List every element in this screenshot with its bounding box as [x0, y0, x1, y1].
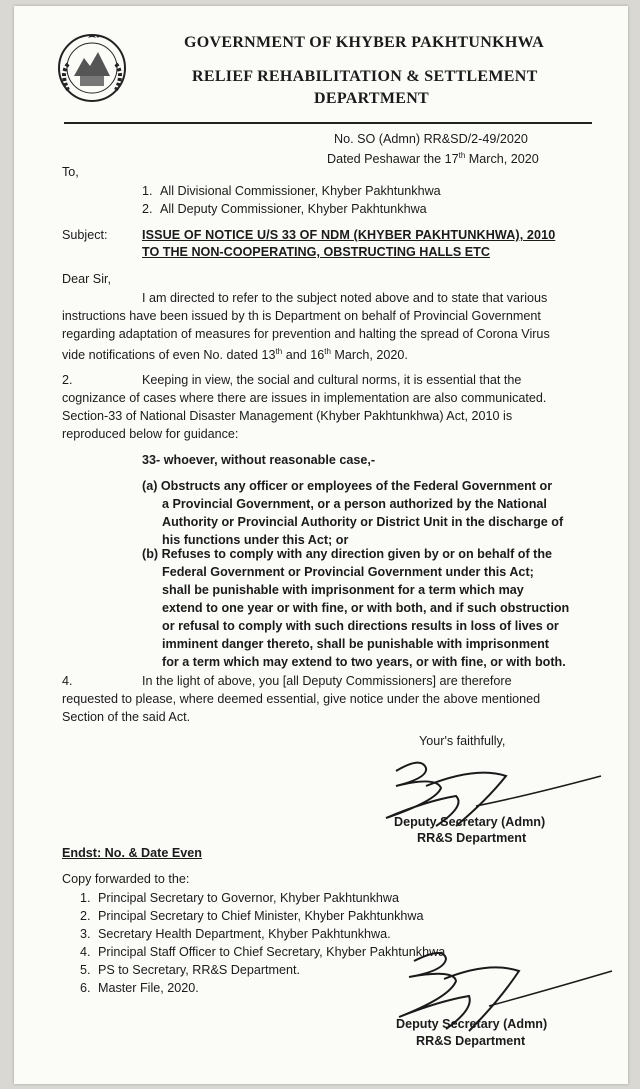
section-33-clause-a	[142, 477, 582, 549]
section-33-heading: 33- whoever, without reasonable case,-	[142, 453, 376, 467]
section-33-clause-b	[142, 545, 582, 671]
subject-line1: ISSUE OF NOTICE U/S 33 OF NDM (KHYBER PAKHTUNKHWA), 2010	[142, 228, 556, 242]
clause-line: Federal Government or Provincial Government under this Act;	[162, 565, 534, 579]
paragraph-4	[62, 672, 576, 726]
paragraph-4-number: 4.	[62, 674, 73, 688]
kpk-government-emblem-icon	[54, 28, 130, 104]
clause-line: (a) Obstructs any officer or employees of the Federal Government or	[142, 479, 553, 493]
clause-line: shall be punishable with imprisonment for a term which may	[162, 583, 524, 597]
para-line: vide notifications of even No. dated 13th and 16th March, 2020.	[62, 347, 408, 363]
clause-line: (b) Refuses to comply with any direction given by or on behalf of the	[142, 547, 553, 561]
para-line: In the light of above, you [all Deputy Commissioners] are therefore	[142, 674, 512, 688]
signature-2-dept: RR&S Department	[416, 1034, 526, 1048]
clause-line: his functions under this Act; or	[162, 533, 349, 547]
recipient-item: 2. All Deputy Commissioner, Khyber Pakhtunkhwa	[142, 202, 427, 216]
header-department-line1: RELIEF REHABILITATION & SETTLEMENT	[192, 68, 538, 85]
closing: Your's faithfully,	[419, 734, 506, 748]
header-divider	[64, 122, 592, 124]
paragraph-2-number: 2.	[62, 373, 73, 387]
signature-1-dept: RR&S Department	[417, 831, 527, 845]
clause-line: a Provincial Government, or a person authorized by the National	[162, 497, 547, 511]
clause-line: for a term which may extend to two years, or with fine, or with both.	[162, 655, 566, 669]
copy-item: 4. Principal Staff Officer to Chief Secretary, Khyber Pakhtunkhwa	[80, 945, 446, 959]
para-line: reproduced below for guidance:	[62, 427, 239, 441]
header-government: GOVERNMENT OF KHYBER PAKHTUNKHWA	[184, 34, 544, 51]
para-line: Keeping in view, the social and cultural norms, it is essential that the	[142, 373, 522, 387]
recipient-item: 1. All Divisional Commissioner, Khyber Pakhtunkhwa	[142, 184, 441, 198]
para-line: Section of the said Act.	[62, 710, 191, 724]
copy-item: 3. Secretary Health Department, Khyber Pakhtunkhwa.	[80, 927, 391, 941]
subject-label: Subject:	[62, 228, 108, 242]
salutation: Dear Sir,	[62, 272, 111, 286]
header-department-line2: DEPARTMENT	[314, 90, 430, 107]
document-page	[14, 6, 628, 1084]
signature-2-title: Deputy Secretary (Admn)	[396, 1017, 548, 1031]
recipient-list	[142, 182, 441, 218]
to-label: To,	[62, 165, 79, 179]
reference-date: Dated Peshawar the 17th March, 2020	[327, 151, 539, 167]
clause-line: Authority or Provincial Authority or District Unit in the discharge of	[162, 515, 564, 529]
clause-line: imminent danger thereto, shall be punishable with imprisonment	[162, 637, 549, 651]
copy-intro: Copy forwarded to the:	[62, 872, 190, 886]
para-line: I am directed to refer to the subject noted above and to state that various	[142, 291, 548, 305]
clause-line: extend to one year or with fine, or with both, and if such obstruction	[162, 601, 570, 615]
copy-item: 6. Master File, 2020.	[80, 981, 199, 995]
subject-line2: TO THE NON-COOPERATING, OBSTRUCTING HALLS ETC	[142, 245, 490, 259]
copy-item: 2. Principal Secretary to Chief Minister, Khyber Pakhtunkhwa	[80, 909, 424, 923]
copy-item: 1. Principal Secretary to Governor, Khyber Pakhtunkhwa	[80, 891, 400, 905]
endorsement-heading: Endst: No. & Date Even	[62, 846, 202, 860]
para-line: regarding adaptation of measures for prevention and halting the spread of Corona Virus	[62, 327, 550, 341]
para-line: requested to please, where deemed essential, give notice under the above mentioned	[62, 692, 541, 706]
reference-number: No. SO (Admn) RR&SD/2-49/2020	[334, 132, 528, 146]
copy-item: 5. PS to Secretary, RR&S Department.	[80, 963, 301, 977]
paragraph-2	[62, 371, 576, 443]
para-line: Section-33 of National Disaster Management (Khyber Pakhtunkhwa) Act, 2010 is	[62, 409, 513, 423]
signature-1-title: Deputy Secretary (Admn)	[394, 815, 546, 829]
clause-line: or refusal to comply with such directions results in loss of lives or	[162, 619, 559, 633]
para-line: cognizance of cases where there are issues in implementation are also communicated.	[62, 391, 547, 405]
para-line: instructions have been issued by th is Department on behalf of Provincial Government	[62, 309, 541, 323]
paragraph-1	[62, 289, 576, 364]
